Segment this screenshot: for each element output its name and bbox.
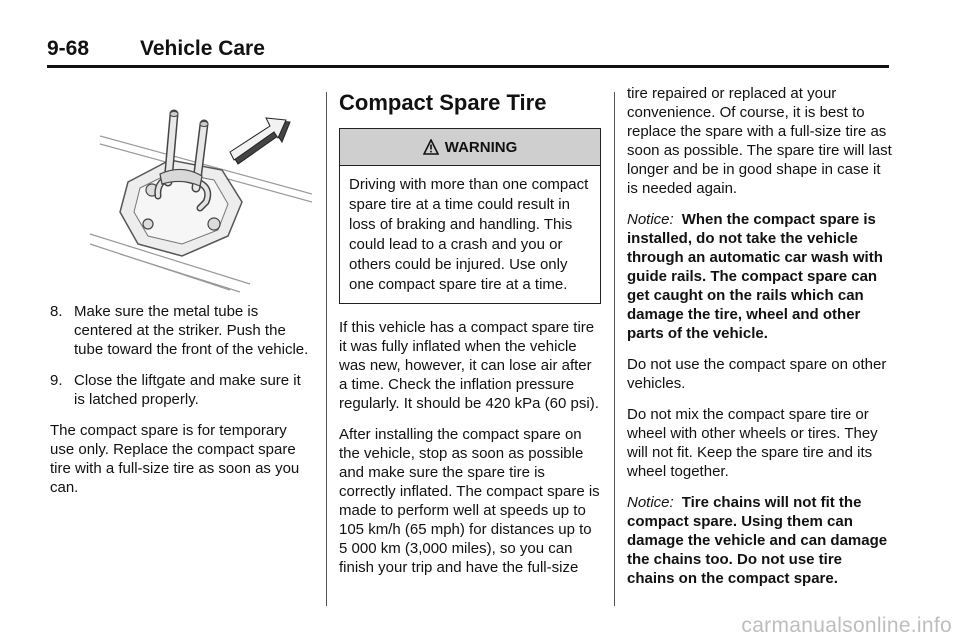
continued-paragraph: tire repaired or replaced at your convenience. Of course, it is best to replace the spare with a full-size tire as soon as possible. The spare tire will last longer and be in good shape in case it is needed again. xyxy=(627,85,892,197)
column-divider xyxy=(326,92,327,606)
other-vehicles-paragraph: Do not use the compact spare on other vehicles. xyxy=(627,356,887,392)
header-rule xyxy=(47,65,889,68)
warning-body: Driving with more than one compact spare tire at a time could result in loss of braking and handling. This could lead to a crash and you or others could be injured. Use only one compact spare tire at a time. xyxy=(349,176,589,293)
direction-arrow-icon xyxy=(230,118,290,164)
section-title: Vehicle Care xyxy=(140,37,265,60)
notice-text: Tire chains will not fit the compact spare. Using them can damage the vehicle and can damage the chains too. Do not use tire chains on the compact spare. xyxy=(627,494,888,587)
notice-text: When the compact spare is installed, do not take the vehicle through an automatic car wash with guide rails. The compact spare can get caught on the rails which can damage the tire, wheel and other parts of the vehicle. xyxy=(627,211,883,342)
warning-triangle-icon xyxy=(423,139,439,155)
notice-label: Notice: xyxy=(627,494,674,511)
warning-title: WARNING xyxy=(444,138,518,156)
notice-label: Notice: xyxy=(627,211,674,228)
page-number: 9-68 xyxy=(47,37,90,60)
step-item xyxy=(50,302,312,359)
column-1 xyxy=(50,84,312,509)
step-item xyxy=(50,371,312,409)
notice-tire-chains xyxy=(627,493,892,588)
notice-car-wash xyxy=(627,210,892,343)
mix-wheels-paragraph: Do not mix the compact spare tire or wheel with other wheels or tires. They will not fit. Keep the spare tire and its wheel together. xyxy=(627,406,878,480)
warning-box xyxy=(339,128,601,304)
striker-tube-illustration xyxy=(50,84,312,294)
page-header xyxy=(47,37,889,67)
column-divider xyxy=(614,92,615,606)
column-3 xyxy=(627,84,892,600)
step-text: Close the liftgate and make sure it is latched properly. xyxy=(74,372,301,408)
inflation-paragraph: If this vehicle has a compact spare tire it was fully inflated when the vehicle was new, however, it can lose air after a time. Check the inflation pressure regularly. It should be 420 kPa (60 psi). xyxy=(339,319,599,412)
warning-header xyxy=(340,129,600,166)
column-2 xyxy=(339,84,601,589)
step-number: 8. xyxy=(50,303,63,320)
instruction-steps xyxy=(50,302,312,409)
after-installing-paragraph: After installing the compact spare on the vehicle, stop as soon as possible and make sure the spare tire is correctly inflated. The compact spare is made to perform well at speeds up to 105 km/h (65 mph) for distances up to 5 000 km (3,000 miles), so you can finish your trip and have the full-size xyxy=(339,426,600,576)
striker-tube-illustration-svg xyxy=(50,84,312,294)
temporary-use-paragraph: The compact spare is for temporary use only. Replace the compact spare tire with a full-size tire as soon as you can. xyxy=(50,422,300,496)
step-text: Make sure the metal tube is centered at the striker. Push the tube toward the front of the vehicle. xyxy=(74,303,309,358)
watermark: carmanualsonline.info xyxy=(741,614,952,637)
step-number: 9. xyxy=(50,372,63,389)
section-heading: Compact Spare Tire xyxy=(339,90,547,115)
